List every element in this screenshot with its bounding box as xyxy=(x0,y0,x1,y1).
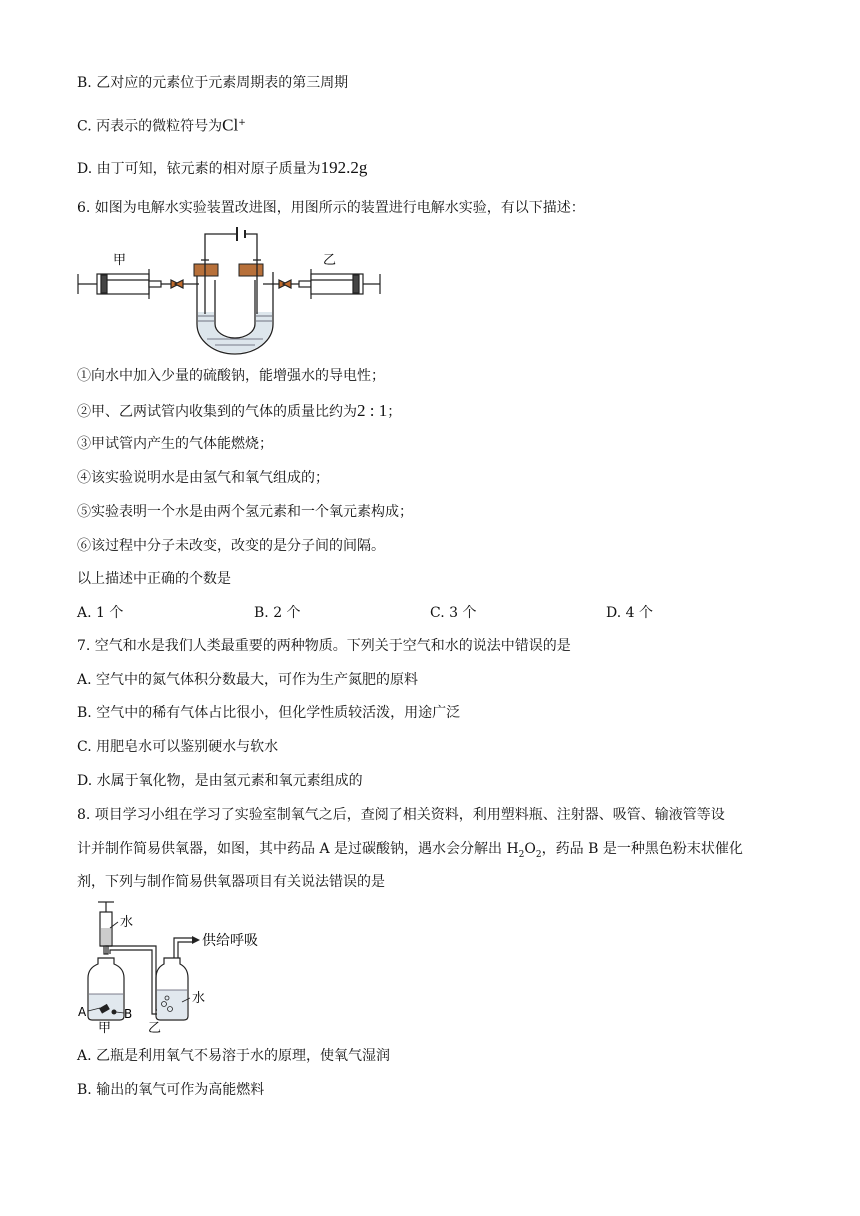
option-c-line xyxy=(77,113,246,137)
water-side-label: 水 xyxy=(192,991,206,1006)
q8-stem-line-2 xyxy=(77,839,743,865)
q6-statement-2 xyxy=(77,401,401,422)
q8-stem-2c: ，药品 B 是一种黑色粉末状催化 xyxy=(541,841,743,857)
option-b-line xyxy=(77,73,348,93)
drug-a-label: A xyxy=(78,1005,87,1019)
drug-b-label: B xyxy=(124,1007,133,1021)
q7-option-c: C. 用肥皂水可以鉴别硬水与软水 xyxy=(77,739,279,755)
q6-prompt: 以上描述中正确的个数是 xyxy=(77,571,231,587)
q6-option-c: C. 3 个 xyxy=(430,605,477,621)
q8-stem-2a: 计并制作简易供氧器，如图，其中药品 A 是过碳酸钠，遇水会分解出 H xyxy=(77,841,519,857)
ion-charge: + xyxy=(238,118,246,128)
ion-formula: Cl xyxy=(222,115,239,135)
q6-stem: 6. 如图为电解水实验装置改进图，用图所示的装置进行电解水实验，有以下描述： xyxy=(77,200,585,216)
option-c-text: C. 丙表示的微粒符号为 xyxy=(77,118,223,135)
option-b-text: B. 乙对应的元素位于元素周期表的第三周期 xyxy=(77,75,349,91)
option-d-text: D. 由丁可知，铱元素的相对原子质量为 xyxy=(77,161,321,177)
q8-stem-2b: O xyxy=(524,841,536,857)
bottle-yi-label: 乙 xyxy=(148,1021,162,1034)
left-label: 甲 xyxy=(113,253,127,268)
q8-stem-line-1: 8. 项目学习小组在学习了实验室制氧气之后，查阅了相关资料，利用塑料瓶、注射器、吸管、输液管等设 xyxy=(77,807,725,823)
q6-statement-6: ⑥该过程中分子未改变，改变的是分子间的间隔。 xyxy=(77,538,385,554)
atomic-mass-value: 192.2g xyxy=(320,158,368,177)
supply-breathing-label: 供给呼吸 xyxy=(202,933,258,949)
q7-option-d: D. 水属于氧化物，是由氢元素和氧元素组成的 xyxy=(77,773,363,789)
q6-statement-5: ⑤实验表明一个水是由两个氢元素和一个氧元素构成； xyxy=(77,504,413,520)
q8-option-a: A. 乙瓶是利用氧气不易溶于水的原理，使氧气湿润 xyxy=(77,1048,391,1064)
q8-stem-line-3: 剂，下列与制作简易供氧器项目有关说法错误的是 xyxy=(77,874,385,890)
h2o2-sub-2: 2 xyxy=(535,849,542,860)
q8-option-b: B. 输出的氧气可作为高能燃料 xyxy=(77,1082,265,1098)
right-syringe-icon xyxy=(299,269,380,299)
q6-option-d: D. 4 个 xyxy=(606,605,653,621)
q6-statement-3: ③甲试管内产生的气体能燃烧； xyxy=(77,436,273,452)
bottle-jia-label: 甲 xyxy=(98,1021,112,1034)
electrolysis-apparatus-figure xyxy=(75,224,385,356)
mass-ratio: 2 : 1 xyxy=(357,401,388,420)
q6-option-a: A. 1 个 xyxy=(77,605,124,621)
q6-statement-2-tail: ； xyxy=(387,404,402,420)
q7-option-b: B. 空气中的稀有气体占比很小，但化学性质较活泼，用途广泛 xyxy=(77,705,461,721)
h2o2-sub-1: 2 xyxy=(518,849,525,860)
option-d-line xyxy=(77,158,367,179)
oxygen-supplier-figure xyxy=(76,898,276,1034)
q6-statement-4: ④该实验说明水是由氢气和氧气组成的； xyxy=(77,470,329,486)
q6-statement-1: ①向水中加入少量的硫酸钠，能增强水的导电性； xyxy=(77,368,385,384)
right-label: 乙 xyxy=(323,253,337,268)
q7-stem: 7. 空气和水是我们人类最重要的两种物质。下列关于空气和水的说法中错误的是 xyxy=(77,638,571,654)
left-syringe-icon xyxy=(78,269,161,299)
q7-option-a: A. 空气中的氮气体积分数最大，可作为生产氮肥的原料 xyxy=(77,672,419,688)
battery-icon xyxy=(205,227,257,260)
water-top-label: 水 xyxy=(120,915,134,930)
q6-statement-2-text: ②甲、乙两试管内收集到的气体的质量比约为 xyxy=(77,404,357,420)
q6-option-b: B. 2 个 xyxy=(254,605,301,621)
